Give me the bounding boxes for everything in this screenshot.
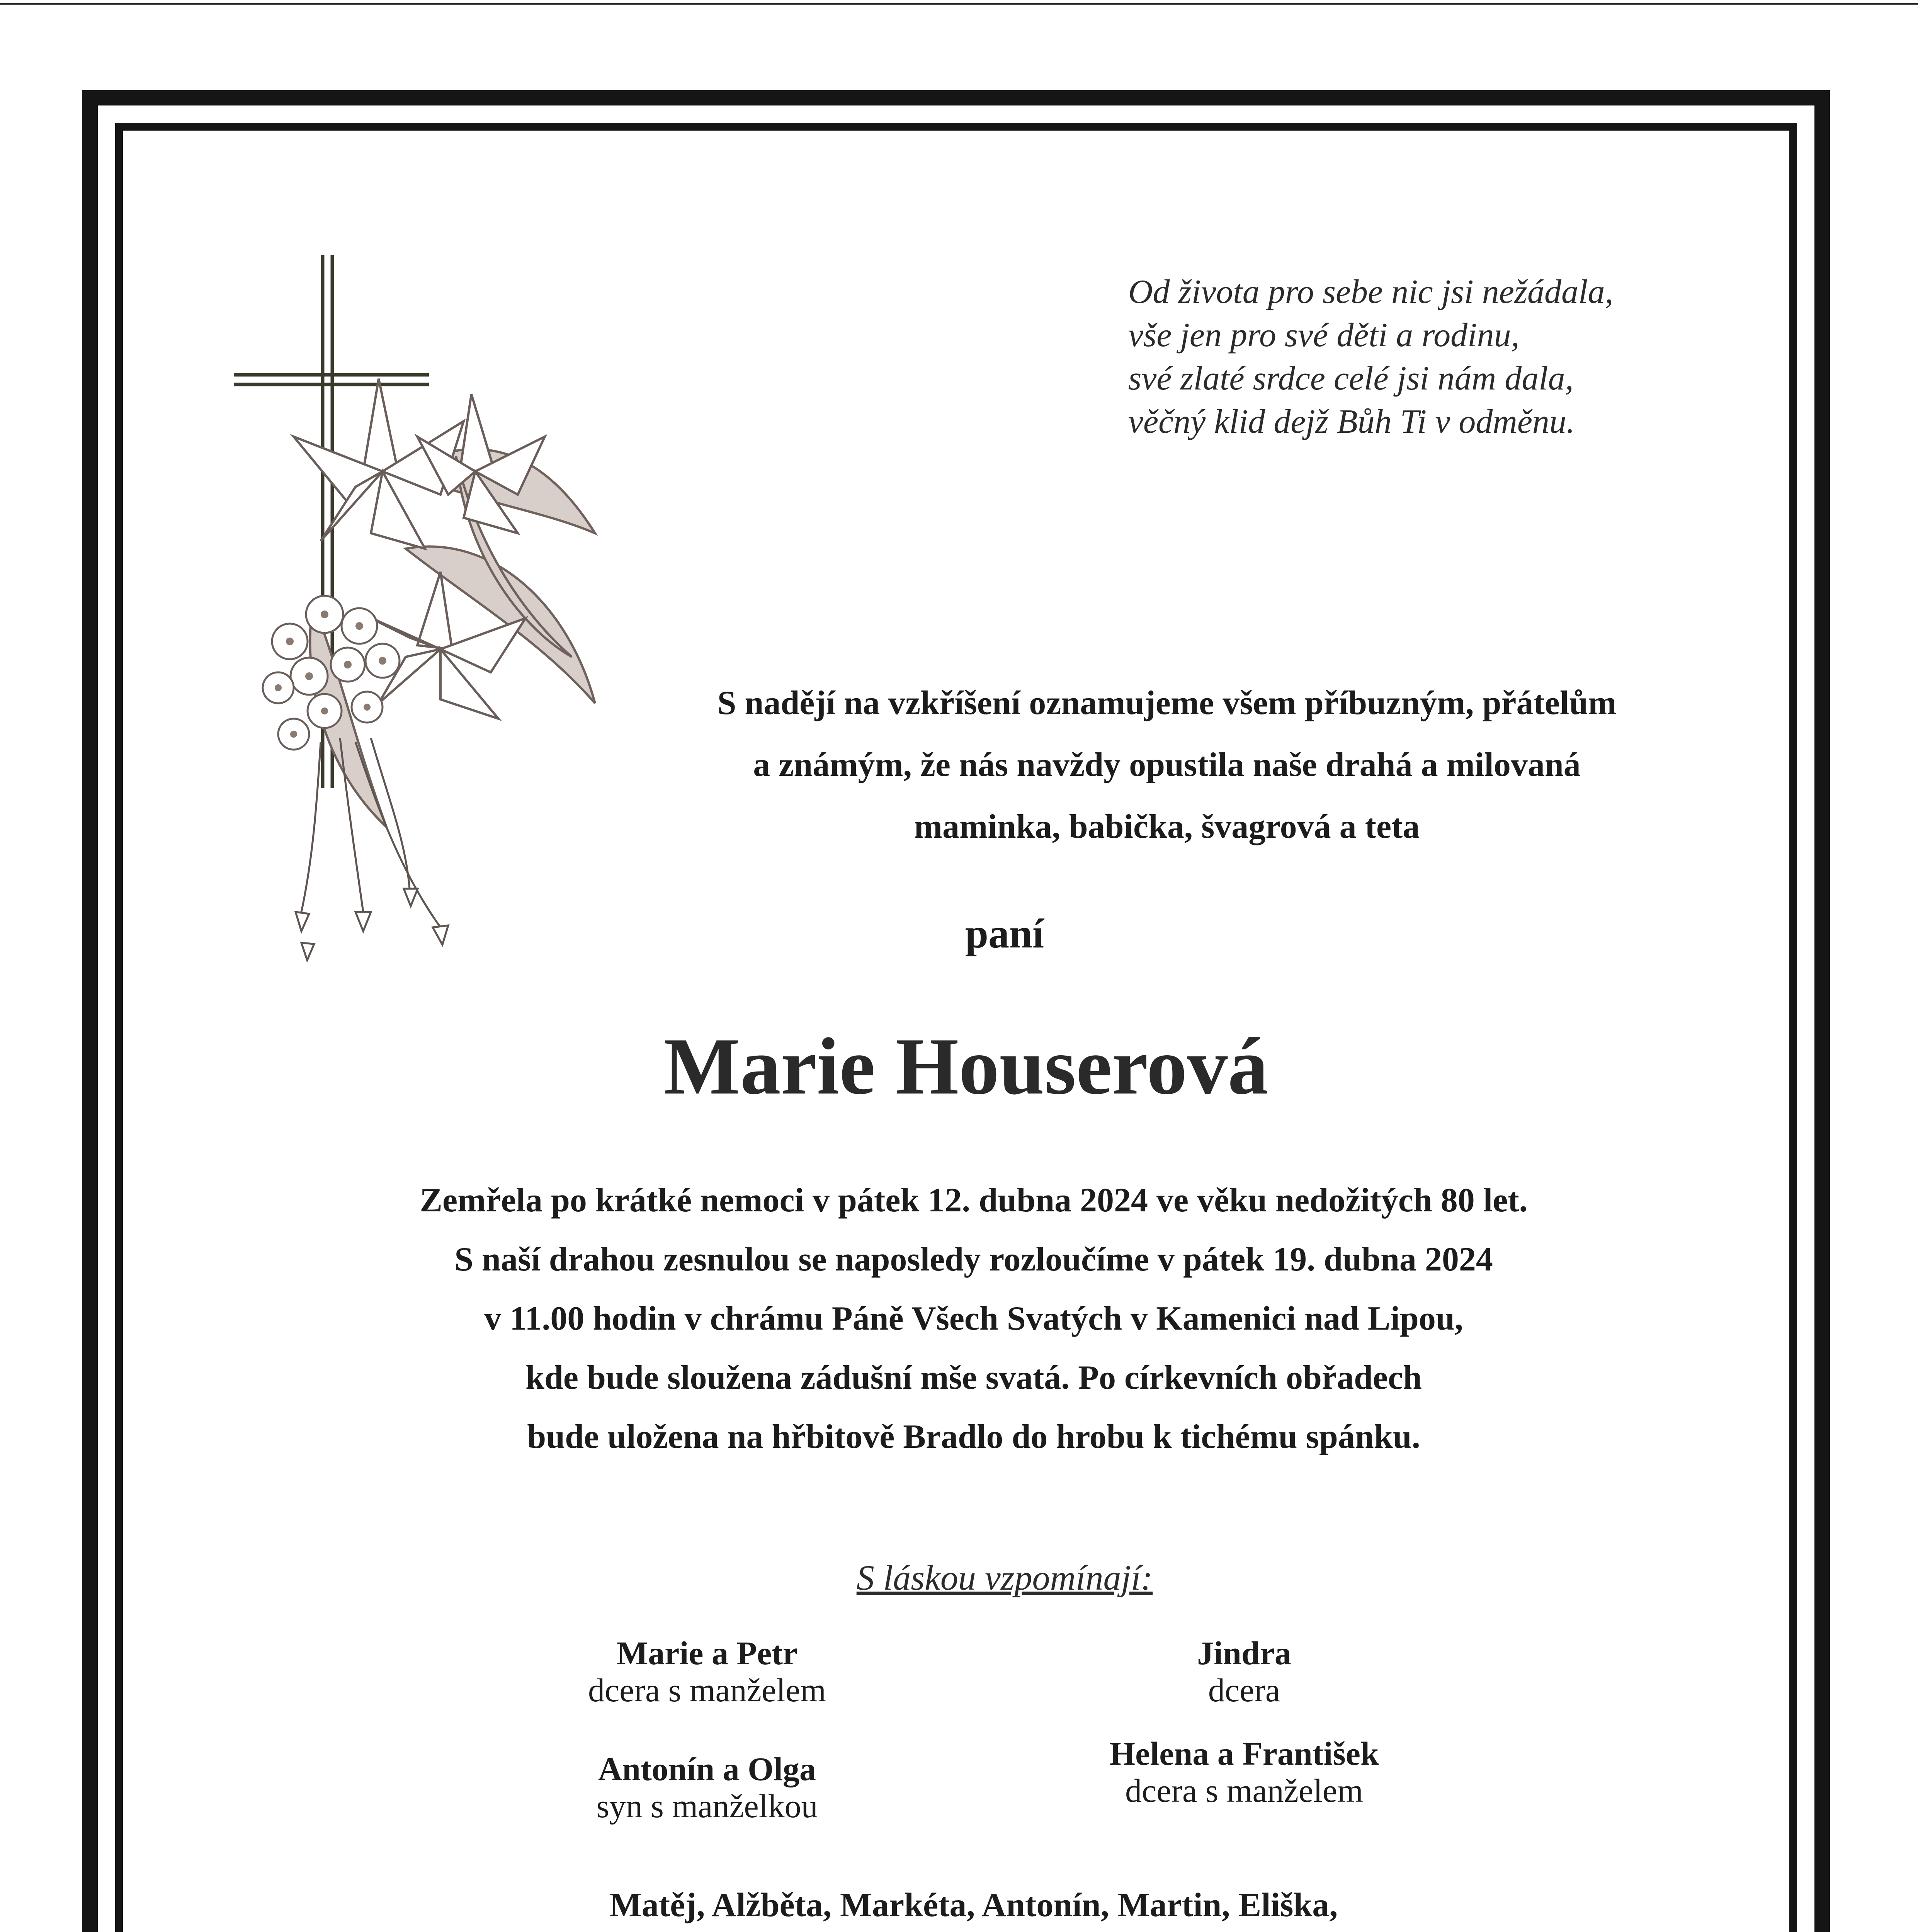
details-line: Zemřela po krátké nemoci v pátek 12. dubna 2024 ve věku nedožitých 80 let. xyxy=(420,1182,1528,1219)
cross-with-lilies-icon xyxy=(224,255,626,974)
details-line: bude uložena na hřbitově Bradlo do hrobu k tichému spánku. xyxy=(527,1418,1420,1456)
mourners-heading: S láskou vzpomínají: xyxy=(856,1558,1153,1597)
mourner-names: Antonín a Olga xyxy=(598,1750,816,1787)
mourner-family xyxy=(514,1750,900,1825)
mourner-relation: syn s manželkou xyxy=(596,1787,818,1825)
mourner-family xyxy=(1016,1735,1472,1809)
details-line: S naší drahou zesnulou se naposledy rozloučíme v pátek 19. dubna 2024 xyxy=(454,1241,1493,1278)
mourner-relation: dcera s manželem xyxy=(1125,1772,1363,1809)
poem-line: věčný klid dejž Bůh Ti v odměnu. xyxy=(1128,403,1575,440)
grandchildren-line: Matěj, Alžběta, Markéta, Antonín, Martin, Eliška, xyxy=(609,1886,1338,1924)
intro-line: a známým, že nás navždy opustila naše drahá a milovaná xyxy=(753,746,1581,784)
poem-line: své zlaté srdce celé jsi nám dala, xyxy=(1128,360,1574,397)
deceased-name: Marie Houserová xyxy=(663,1022,1268,1111)
mourner-relation: dcera s manželem xyxy=(588,1672,826,1709)
mourner-family xyxy=(1051,1634,1437,1709)
funeral-details xyxy=(270,1171,1677,1466)
mourner-names: Helena a František xyxy=(1109,1735,1379,1772)
mourner-names: Jindra xyxy=(1197,1634,1291,1672)
mourner-relation: dcera xyxy=(1208,1672,1280,1709)
intro-line: S nadějí na vzkříšení oznamujeme všem příbuzným, přátelům xyxy=(717,684,1617,722)
honorific: paní xyxy=(965,911,1044,957)
scan-top-edge xyxy=(0,3,1918,5)
mourner-names: Marie a Petr xyxy=(617,1634,797,1672)
poem-line: Od života pro sebe nic jsi nežádala, xyxy=(1128,273,1614,311)
intro-line: maminka, babička, švagrová a teta xyxy=(914,808,1420,845)
announcement-intro xyxy=(580,672,1754,858)
memorial-poem xyxy=(1128,270,1669,444)
details-line: v 11.00 hodin v chrámu Páně Všech Svatých v Kamenici nad Lipou, xyxy=(484,1300,1463,1337)
mourner-family xyxy=(514,1634,900,1709)
poem-line: vše jen pro své děti a rodinu, xyxy=(1128,316,1520,354)
details-line: kde bude sloužena zádušní mše svatá. Po církevních obřadech xyxy=(525,1359,1422,1396)
